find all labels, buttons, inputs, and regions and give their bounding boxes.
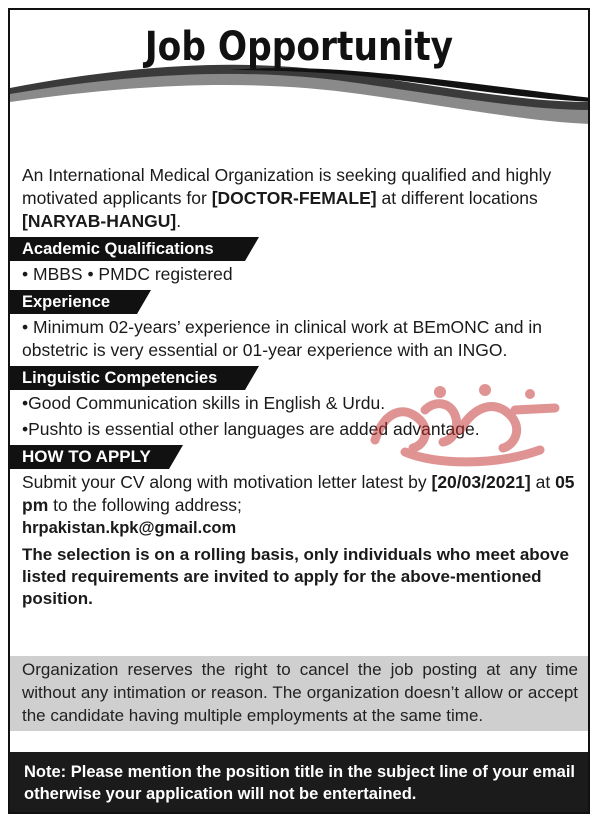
academic-line: • MBBS • PMDC registered [22, 264, 233, 284]
note-box [10, 752, 588, 812]
selection-note: The selection is on a rolling basis, only individuals who meet above listed requirements are invited to apply for the above-mentioned position. [22, 545, 569, 608]
intro-paragraph [22, 164, 578, 233]
linguistic-line-2: •Pushto is essential other languages are added advantage. [22, 419, 480, 439]
apply-text-2: at [530, 472, 556, 492]
disclaimer-box [10, 656, 588, 731]
section-heading-academic: Academic Qualifications [22, 240, 214, 258]
header [10, 10, 588, 160]
email-link[interactable]: hrpakistan.kpk@gmail.com [22, 519, 237, 537]
watermark-logo [365, 370, 565, 480]
section-academic [10, 237, 588, 261]
job-ad-frame [8, 8, 590, 814]
intro-text-2: at different locations [376, 188, 538, 208]
note-text: Note: Please mention the position title in the subject line of your email otherwise your application will not be entertained. [24, 763, 575, 803]
position-title: [DOCTOR-FEMALE] [211, 188, 377, 208]
apply-text-1: Submit your CV along with motivation letter latest by [22, 472, 432, 492]
section-experience [10, 290, 588, 314]
section-heading-experience: Experience [22, 293, 111, 311]
section-bar-slant [235, 366, 259, 390]
deadline-time: 05 pm [22, 472, 575, 515]
section-bar-slant [127, 290, 151, 314]
section-bar-slant [235, 237, 259, 261]
linguistic-line-1: •Good Communication skills in English & Urdu. [22, 393, 386, 413]
disclaimer-text: Organization reserves the right to cancel the job posting at any time without any intimation or reason. The organization doesn’t allow or accept the candidate having multiple employments at the same time. [22, 660, 578, 725]
page-title: Job Opportunity [144, 24, 454, 70]
intro-text-3: . [176, 211, 182, 231]
location: [NARYAB-HANGU] [22, 211, 177, 231]
section-heading-linguistic: Linguistic Competencies [22, 369, 218, 387]
apply-text-3: to the following address; [48, 495, 242, 515]
deadline: [20/03/2021] [431, 472, 531, 492]
experience-line: • Minimum 02-years’ experience in clinical work at BEmONC and in obstetric is very essential or 01-year experience with an INGO. [22, 317, 542, 360]
intro-text-1: An International Medical Organization is seeking qualified and highly motivated applicants for [22, 165, 552, 208]
section-bar-slant [159, 445, 183, 469]
section-heading-apply: HOW TO APPLY [22, 447, 151, 466]
